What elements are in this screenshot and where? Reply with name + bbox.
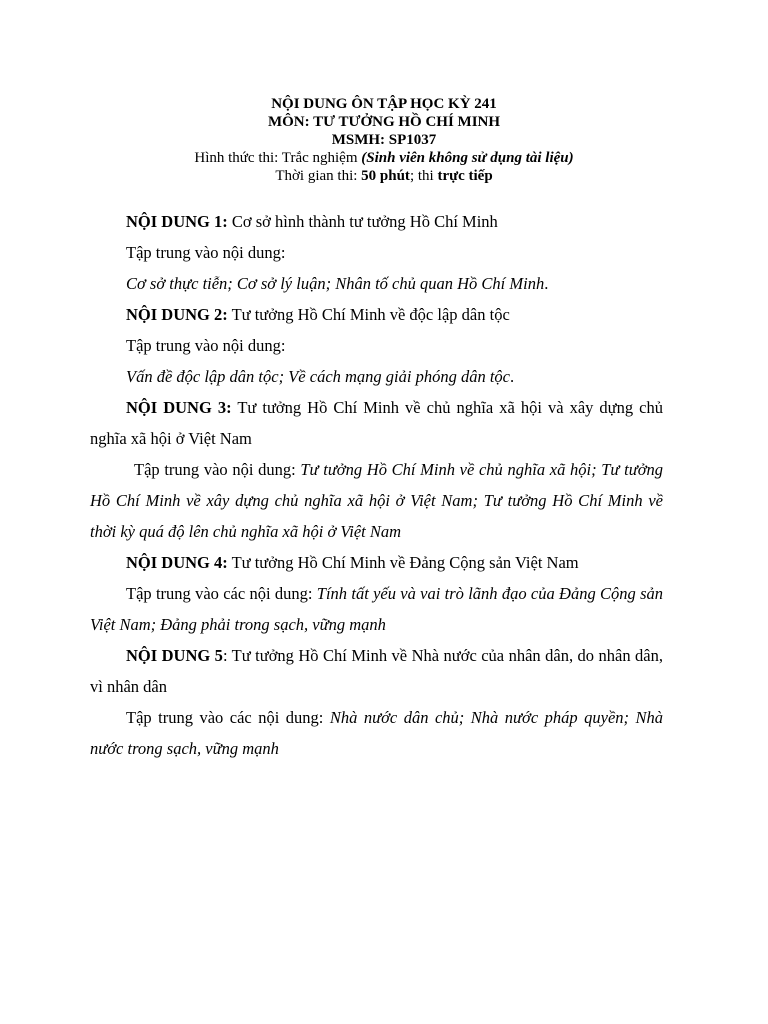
- section-2-focus-items: [90, 361, 663, 392]
- section-heading: NỘI DUNG 3:: [126, 398, 232, 417]
- section-title: Tư tưởng Hồ Chí Minh về độc lập dân tộc: [227, 305, 510, 324]
- section-5-heading: [90, 640, 663, 702]
- focus-items: Tư tưởng Hồ Chí Minh về chủ nghĩa xã hội; Tư tưởng Hồ Chí Minh về xây dựng chủ nghĩa xã hội ở Việt Nam; Tư tưởng Hồ Chí Minh về thời kỳ quá độ lên chủ nghĩa xã hội ở Việt Nam: [90, 460, 664, 541]
- exam-time: [0, 167, 768, 185]
- focus-label: Tập trung vào các nội dung:: [126, 584, 317, 603]
- exam-time-separator: ; thi: [409, 168, 438, 184]
- document-title: NỘI DUNG ÔN TẬP HỌC KỲ 241: [271, 96, 497, 112]
- section-heading: NỘI DUNG 2:: [126, 305, 228, 324]
- section-title: : Tư tưởng Hồ Chí Minh về Nhà nước của nhân dân, do nhân dân, vì nhân dân: [90, 646, 663, 696]
- exam-format-label: Hình thức thi: Trắc nghiệm: [194, 150, 362, 166]
- section-heading: NỘI DUNG 1:: [126, 212, 228, 231]
- focus-label: Tập trung vào các nội dung:: [126, 708, 330, 727]
- section-2-focus-label: Tập trung vào nội dung:: [126, 336, 286, 355]
- section-3-heading: [90, 392, 663, 454]
- document-body: [90, 206, 663, 764]
- document-header: [0, 95, 768, 185]
- exam-time-label: Thời gian thi:: [275, 168, 362, 184]
- section-2-heading: [90, 299, 663, 330]
- exam-format-note: (Sinh viên không sử dụng tài liệu): [361, 150, 574, 166]
- section-3-focus: [90, 454, 663, 547]
- section-1-heading: [90, 206, 663, 237]
- exam-duration: 50 phút: [361, 168, 410, 184]
- section-4-heading: [90, 547, 663, 578]
- section-4-focus: [90, 578, 663, 640]
- focus-items: Vấn đề độc lập dân tộc; Về cách mạng giải phóng dân tộc: [126, 367, 511, 386]
- section-heading: NỘI DUNG 4:: [126, 553, 228, 572]
- section-title: Tư tưởng Hồ Chí Minh về Đảng Cộng sản Việt Nam: [227, 553, 579, 572]
- focus-label: Tập trung vào nội dung:: [134, 460, 301, 479]
- focus-items: Tính tất yếu và vai trò lãnh đạo của Đảng Cộng sản Việt Nam; Đảng phải trong sạch, vững mạnh: [90, 584, 663, 634]
- section-5-focus: [90, 702, 663, 764]
- focus-end: .: [544, 274, 549, 293]
- focus-items: Nhà nước dân chủ; Nhà nước pháp quyền; Nhà nước trong sạch, vững mạnh: [90, 708, 664, 758]
- section-title: Cơ sở hình thành tư tưởng Hồ Chí Minh: [227, 212, 498, 231]
- section-heading: NỘI DUNG 5: [126, 646, 223, 665]
- subject-line: MÔN: TƯ TƯỞNG HỒ CHÍ MINH: [267, 114, 501, 130]
- section-1-focus-items: [90, 268, 663, 299]
- focus-items: Cơ sở thực tiễn; Cơ sở lý luận; Nhân tố chủ quan Hồ Chí Minh: [126, 274, 545, 293]
- exam-mode: trực tiếp: [437, 168, 493, 184]
- section-1-focus-label: Tập trung vào nội dung:: [126, 243, 286, 262]
- section-title: Tư tưởng Hồ Chí Minh về chủ nghĩa xã hội và xây dựng chủ nghĩa xã hội ở Việt Nam: [90, 398, 663, 448]
- focus-end: .: [510, 367, 515, 386]
- exam-format: [0, 149, 768, 167]
- course-code: MSMH: SP1037: [331, 132, 437, 148]
